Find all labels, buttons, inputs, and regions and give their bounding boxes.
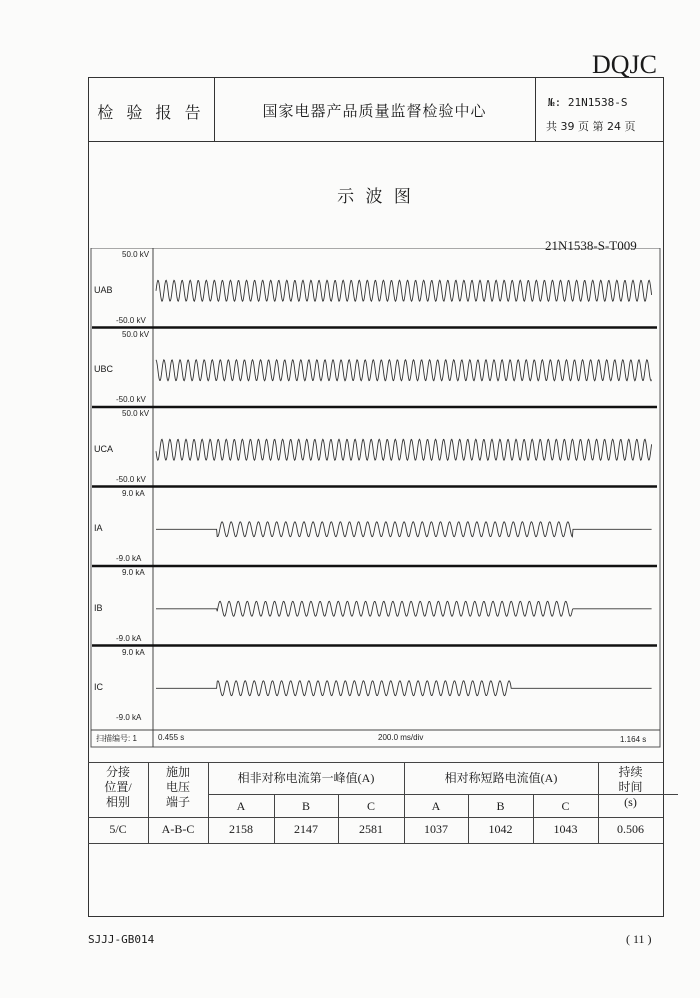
channel-name-ib: IB [94,602,103,613]
waveform-uca [156,439,652,460]
time-end: 1.164 s [620,735,647,744]
cell-terminals: A-B-C [161,822,195,836]
form-code: SJJJ-GB014 [88,933,155,946]
phase-c-sym: C [561,799,570,813]
report-type-title: 检 验 报 告 [97,103,205,122]
channel-name-uab: UAB [94,284,113,295]
min-label-ib: -9.0 kA [116,633,142,643]
page-count: 共 39 页 第 24 页 [546,120,636,133]
header-symmetric-current: 相对称短路电流值(A) [444,771,558,785]
section-title: 示 波 图 [337,187,414,207]
header-terminals: 施加 电压 端子 [165,765,190,809]
phase-c-peak: C [366,799,375,813]
max-label-uca: 50.0 kV [122,409,150,418]
channel-name-ia: IA [94,523,103,534]
cell-sym-c: 1043 [553,822,578,836]
phase-a-peak: A [236,799,246,813]
waveform-ic [156,681,652,696]
page-index: ( 11 ) [626,932,652,946]
phase-b-sym: B [496,799,505,813]
waveform-ib [156,601,652,616]
waveform-ia [156,522,652,537]
phase-a-sym: A [431,799,441,813]
waveform-uab [156,280,652,301]
waveform-ubc [156,360,652,381]
header-duration: 持续 时间 (s) [618,765,643,809]
brand-code: DQJC [592,50,658,79]
min-label-ubc: -50.0 kV [116,395,146,404]
header-bottom-rule [88,141,663,142]
max-label-ubc: 50.0 kV [122,329,150,339]
report-number: №: 21N1538-S [548,96,628,109]
test-id: 21N1538-S-T009 [545,238,637,253]
oscillogram-border [91,248,660,747]
min-label-uab: -50.0 kV [116,315,146,325]
channel-name-uca: UCA [94,443,114,454]
max-label-ia: 9.0 kA [122,488,145,498]
institution-name: 国家电器产品质量监督检验中心 [262,102,487,120]
min-label-uca: -50.0 kV [116,474,146,484]
time-start: 0.455 s [158,733,185,742]
channel-name-ubc: UBC [94,364,114,375]
channel-name-ic: IC [94,682,103,693]
max-label-ic: 9.0 kA [122,647,145,657]
oscillogram-canvas [90,248,662,748]
max-label-uab: 50.0 kV [122,250,150,259]
max-label-ib: 9.0 kA [122,568,145,577]
min-label-ic: -9.0 kA [116,713,142,722]
min-label-ia: -9.0 kA [116,554,142,563]
cell-sym-b: 1042 [488,822,513,836]
cell-peak-a: 2158 [229,822,253,836]
cell-position: 5/C [109,822,127,836]
header-position: 分接 位置/ 相别 [104,765,132,809]
cell-peak-b: 2147 [294,822,318,836]
cell-sym-a: 1037 [424,822,448,836]
scan-number: 扫描编号: 1 [96,734,137,743]
header-divider-2 [535,77,536,141]
results-table [88,762,663,845]
header-peak-current: 相非对称电流第一峰值(A) [237,771,375,785]
oscillogram [90,248,662,748]
timebase: 200.0 ms/div [378,733,424,742]
cell-duration: 0.506 [617,822,644,836]
phase-b-peak: B [301,799,310,813]
cell-peak-c: 2581 [359,822,383,836]
